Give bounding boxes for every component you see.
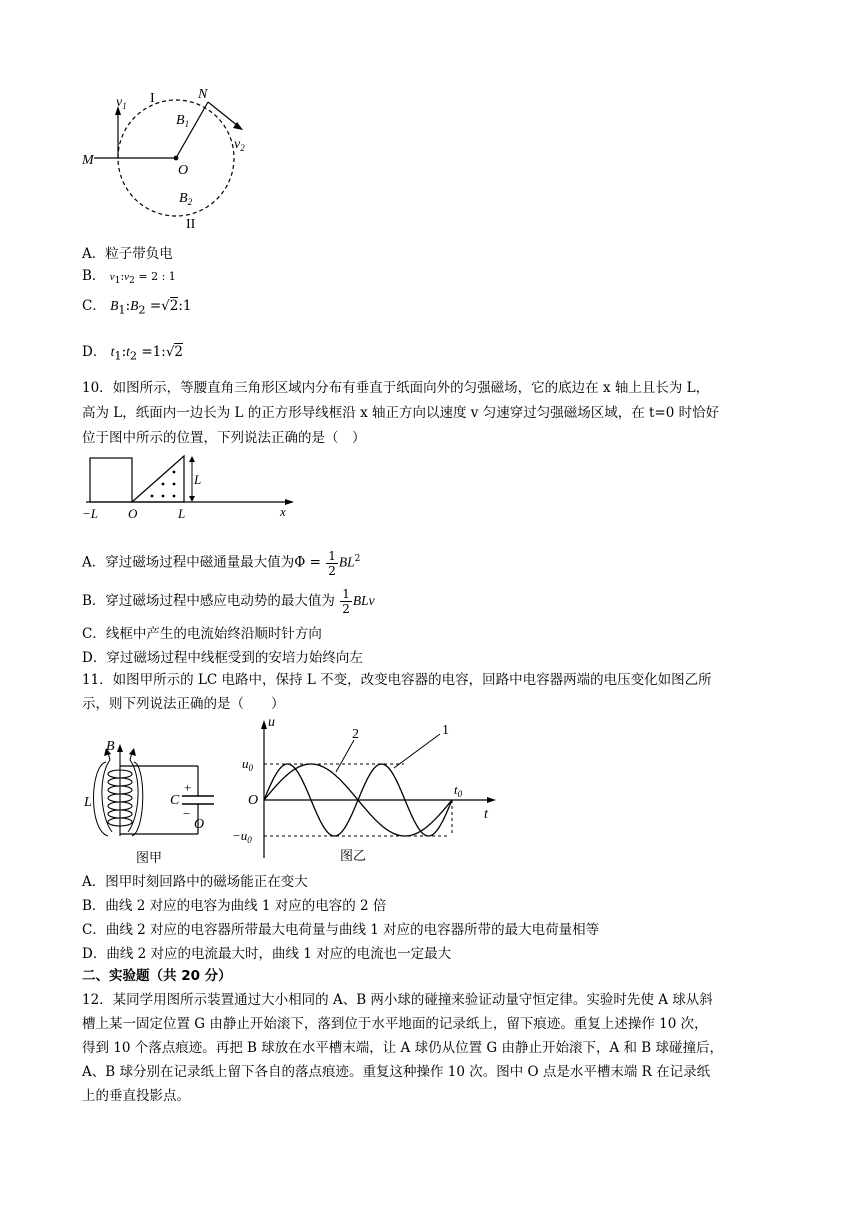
- q11-jia-plus-label: +: [184, 780, 192, 795]
- q11-yi-caption: 图乙: [340, 848, 367, 863]
- q9-circle-figure: [80, 84, 260, 234]
- q11-yi-u-label: u: [268, 715, 275, 730]
- q11-jia-L-label: L: [84, 795, 92, 810]
- q10-figure: [80, 452, 300, 524]
- q9-B1-label: $B_1$: [176, 113, 190, 129]
- q9-M-label: M: [82, 153, 94, 168]
- q11-fig-yi-voltage-graph: [228, 712, 500, 864]
- q9-region-I-label: I: [150, 91, 155, 106]
- q10-stem-line3: 位于图中所示的位置，下列说法正确的是（ ）: [82, 430, 366, 446]
- q9-B2-label: $B_2$: [179, 191, 193, 207]
- q11-jia-caption: 图甲: [136, 850, 163, 864]
- section-title-experiment: 二、实验题（共 20 分）: [82, 968, 232, 984]
- q11-yi-t0-label: $t_0$: [454, 782, 463, 799]
- q9-v2-label: $v_2$: [234, 137, 245, 153]
- q10-option-a: A．穿过磁场过程中磁通量最大值为Φ = $\frac{1}{2}$ $BL^2$: [82, 548, 361, 578]
- q10-option-c: C．线框中产生的电流始终沿顺时针方向: [82, 626, 322, 642]
- q11-yi-neg-u0-label: $-u_0$: [232, 828, 252, 845]
- q11-yi-label-1: 1: [442, 723, 449, 738]
- q12-line5: 上的垂直投影点。: [82, 1088, 190, 1104]
- q10-negL-label: −L: [82, 506, 99, 521]
- q11-stem-line2: 示，则下列说法正确的是（ ）: [82, 696, 285, 712]
- q12-line3: 得到 10 个落点痕迹。再把 B 球放在水平槽末端，让 A 球仍从位置 G 由静止开始滚下，A 和 B 球碰撞后，: [82, 1040, 724, 1056]
- q11-option-c: C．曲线 2 对应的电容器所带最大电荷量与曲线 1 对应的电容器所带的最大电荷量相等: [82, 922, 600, 938]
- q9-region-II-label: II: [186, 217, 196, 232]
- q11-yi-O-label: O: [248, 793, 259, 808]
- q12-line4: A、B 球分别在记录纸上留下各自的落点痕迹。重复这种操作 10 次。图中 O 点是水平槽末端 R 在记录纸: [82, 1064, 711, 1080]
- q9-O-label: O: [178, 163, 189, 178]
- q11-jia-B-label: B: [106, 739, 115, 754]
- q11-option-a: A．图甲时刻回路中的磁场能正在变大: [82, 874, 308, 890]
- q9-v1-label: $v_1$: [116, 95, 127, 111]
- q11-jia-minus-label: −: [183, 806, 191, 821]
- q9-option-b: B． $v_1:v_2 = 2$ : 1: [82, 268, 176, 287]
- q9-option-a: A．粒子带负电: [82, 246, 173, 262]
- q10-stem-line2: 高为 L，纸面内一边长为 L 的正方形导线框沿 x 轴正方向以速度 v 匀速穿过匀强磁场区域，在 t=0 时恰好: [82, 405, 720, 421]
- q11-fig-jia-lc-circuit: [80, 736, 220, 864]
- q10-O-label: O: [128, 506, 138, 521]
- q11-jia-O-label: O: [194, 817, 205, 832]
- q11-yi-label-2: 2: [352, 727, 359, 742]
- q11-stem-line1: 11．如图甲所示的 LC 电路中，保持 L 不变，改变电容器的电容，回路中电容器两端的电压变化如图乙所: [82, 672, 712, 688]
- q11-option-d: D．曲线 2 对应的电流最大时，曲线 1 对应的电流也一定最大: [82, 946, 452, 962]
- q10-L-axis-label: L: [178, 506, 186, 521]
- q11-option-b: B．曲线 2 对应的电容为曲线 1 对应的电容的 2 倍: [82, 898, 387, 914]
- q10-option-b: B．穿过磁场过程中感应电动势的最大值为 $\frac{1}{2}$ BLv: [82, 587, 375, 616]
- q12-line2: 槽上某一固定位置 G 由静止开始滚下，落到位于水平地面的记录纸上，留下痕迹。重复上述操作 10 次，: [82, 1016, 708, 1032]
- q11-jia-C-label: C: [170, 793, 180, 808]
- q9-N-label: N: [198, 87, 208, 102]
- q10-option-d: D．穿过磁场过程中线框受到的安培力始终向左: [82, 650, 363, 666]
- q10-x-axis-label: x: [280, 504, 286, 519]
- q10-L-side-label: L: [194, 472, 202, 487]
- q9-option-d: D． $t_1:t_2$ =1:√2: [82, 344, 184, 363]
- q9-option-c: C． $B_1:B_2$ =√2:1: [82, 298, 192, 317]
- q10-stem-line1: 10．如图所示，等腰直角三角形区域内分布有垂直于纸面向外的匀强磁场，它的底边在 x 轴上且长为 L，: [82, 380, 710, 396]
- q11-yi-u0-label: $u_0$: [242, 756, 253, 773]
- q11-yi-t-label: t: [484, 807, 488, 822]
- q12-line1: 12．某同学用图所示装置通过大小相同的 A、B 两小球的碰撞来验证动量守恒定律。实验时先使 A 球从斜: [82, 992, 713, 1008]
